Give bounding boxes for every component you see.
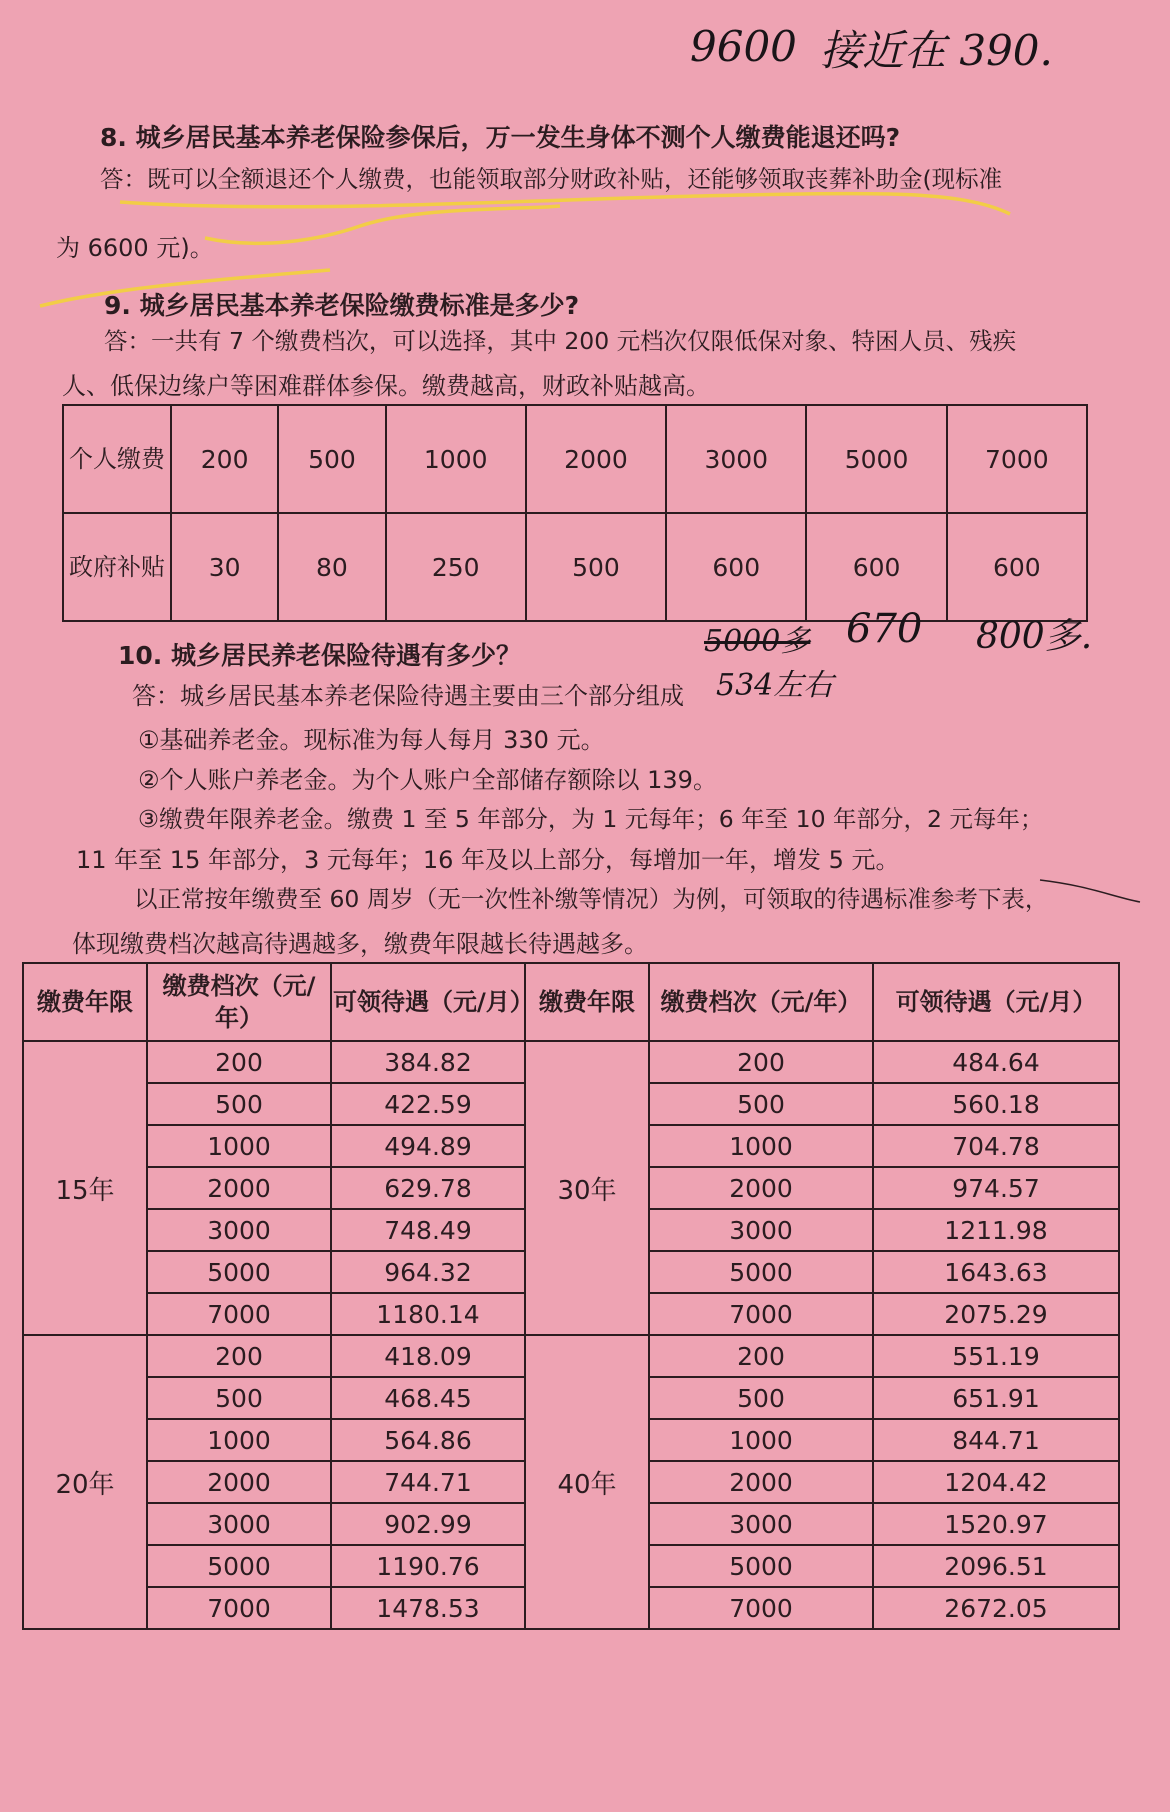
handwritten-note-800: 800多. <box>976 616 1093 657</box>
question-10-item-2: ②个人账户养老金。为个人账户全部储存额除以 139。 <box>138 766 717 794</box>
tier-cell: 1000 <box>649 1125 873 1167</box>
benefit-cell: 1204.42 <box>873 1461 1119 1503</box>
benefit-cell: 974.57 <box>873 1167 1119 1209</box>
benefit-cell: 384.82 <box>331 1041 525 1083</box>
table-cell: 2000 <box>526 405 666 513</box>
handwritten-note-close-to: 接近在 390. <box>820 26 1053 75</box>
tier-cell: 200 <box>649 1335 873 1377</box>
header-years-left: 缴费年限 <box>23 963 147 1041</box>
question-10-answer-intro: 答：城乡居民基本养老保险待遇主要由三个部分组成 <box>132 682 684 710</box>
benefit-cell: 1478.53 <box>331 1587 525 1629</box>
tier-cell: 5000 <box>147 1251 331 1293</box>
table-cell: 3000 <box>666 405 806 513</box>
tier-cell: 7000 <box>147 1293 331 1335</box>
benefit-cell: 964.32 <box>331 1251 525 1293</box>
benefit-cell: 2075.29 <box>873 1293 1119 1335</box>
tier-cell: 200 <box>147 1041 331 1083</box>
header-tier-right: 缴费档次（元/年） <box>649 963 873 1041</box>
tier-cell: 500 <box>147 1377 331 1419</box>
header-benefit-right: 可领待遇（元/月） <box>873 963 1119 1041</box>
table-cell: 7000 <box>947 405 1087 513</box>
table-cell: 1000 <box>386 405 526 513</box>
tier-cell: 5000 <box>147 1545 331 1587</box>
benefit-cell: 844.71 <box>873 1419 1119 1461</box>
table-cell: 5000 <box>806 405 946 513</box>
header-years-right: 缴费年限 <box>525 963 649 1041</box>
tier-cell: 200 <box>147 1335 331 1377</box>
table-cell: 250 <box>386 513 526 621</box>
benefit-cell: 629.78 <box>331 1167 525 1209</box>
benefit-cell: 1643.63 <box>873 1251 1119 1293</box>
question-10-item-3-line2: 11 年至 15 年部分，3 元每年；16 年及以上部分，每增加一年，增发 5 元。 <box>76 846 900 874</box>
handwritten-note-534: 534左右 <box>716 668 834 703</box>
benefit-cell: 418.09 <box>331 1335 525 1377</box>
tier-cell: 200 <box>649 1041 873 1083</box>
years-cell-left: 15年 <box>23 1041 147 1335</box>
years-cell-right: 40年 <box>525 1335 649 1629</box>
benefit-cell: 1211.98 <box>873 1209 1119 1251</box>
tier-cell: 2000 <box>147 1167 331 1209</box>
header-benefit-left: 可领待遇（元/月） <box>331 963 525 1041</box>
benefit-cell: 1190.76 <box>331 1545 525 1587</box>
benefit-cell: 484.64 <box>873 1041 1119 1083</box>
tier-cell: 1000 <box>649 1419 873 1461</box>
tier-cell: 2000 <box>649 1461 873 1503</box>
question-10-item-1: ①基础养老金。现标准为每人每月 330 元。 <box>138 726 605 754</box>
benefit-cell: 422.59 <box>331 1083 525 1125</box>
benefit-cell: 748.49 <box>331 1209 525 1251</box>
question-10-example-line2: 体现缴费档次越高待遇越多，缴费年限越长待遇越多。 <box>72 930 648 958</box>
benefit-cell: 1520.97 <box>873 1503 1119 1545</box>
question-9-answer-line2: 人、低保边缘户等困难群体参保。缴费越高，财政补贴越高。 <box>62 372 710 400</box>
handwritten-note-670: 670 <box>846 606 923 652</box>
question-10-example-line1: 以正常按年缴费至 60 周岁（无一次性补缴等情况）为例，可领取的待遇标准参考下表， <box>134 885 1049 913</box>
question-8-answer-line2: 为 6600 元)。 <box>56 234 214 262</box>
tier-cell: 1000 <box>147 1125 331 1167</box>
tier-cell: 7000 <box>649 1587 873 1629</box>
benefit-cell: 1180.14 <box>331 1293 525 1335</box>
question-9-title: 9. 城乡居民基本养老保险缴费标准是多少? <box>104 291 580 320</box>
tier-cell: 3000 <box>147 1503 331 1545</box>
benefit-cell: 560.18 <box>873 1083 1119 1125</box>
question-8-answer-line1: 答：既可以全额退还个人缴费，也能领取部分财政补贴，还能够领取丧葬补助金(现标准 <box>100 165 1003 193</box>
table-cell: 80 <box>278 513 385 621</box>
tier-cell: 2000 <box>147 1461 331 1503</box>
table-cell: 200 <box>171 405 278 513</box>
tier-cell: 2000 <box>649 1167 873 1209</box>
question-9-answer-line1: 答：一共有 7 个缴费档次，可以选择，其中 200 元档次仅限低保对象、特困人员、残疾 <box>104 327 1017 355</box>
benefit-cell: 494.89 <box>331 1125 525 1167</box>
table-cell: 600 <box>666 513 806 621</box>
table-cell: 500 <box>526 513 666 621</box>
row-label-subsidy: 政府补贴 <box>63 513 171 621</box>
tier-cell: 5000 <box>649 1251 873 1293</box>
tier-cell: 1000 <box>147 1419 331 1461</box>
benefit-cell: 2672.05 <box>873 1587 1119 1629</box>
question-10-item-3-line1: ③缴费年限养老金。缴费 1 至 5 年部分，为 1 元每年；6 年至 10 年部分，2 元每年； <box>138 805 1044 833</box>
handwritten-note-struck: 5000多 <box>704 624 811 659</box>
benefit-cell: 651.91 <box>873 1377 1119 1419</box>
years-cell-left: 20年 <box>23 1335 147 1629</box>
tier-cell: 3000 <box>649 1503 873 1545</box>
question-8-title: 8. 城乡居民基本养老保险参保后，万一发生身体不测个人缴费能退还吗? <box>100 123 901 152</box>
row-label-personal: 个人缴费 <box>63 405 171 513</box>
tier-cell: 5000 <box>649 1545 873 1587</box>
tier-cell: 500 <box>649 1083 873 1125</box>
tier-cell: 500 <box>649 1377 873 1419</box>
tier-cell: 7000 <box>649 1293 873 1335</box>
tier-cell: 500 <box>147 1083 331 1125</box>
benefit-cell: 704.78 <box>873 1125 1119 1167</box>
benefit-cell: 2096.51 <box>873 1545 1119 1587</box>
table-cell: 30 <box>171 513 278 621</box>
header-tier-left: 缴费档次（元/年） <box>147 963 331 1041</box>
tier-cell: 3000 <box>147 1209 331 1251</box>
benefit-cell: 744.71 <box>331 1461 525 1503</box>
table-cell: 600 <box>806 513 946 621</box>
benefit-cell: 902.99 <box>331 1503 525 1545</box>
handwritten-note-9600: 9600 <box>690 22 797 71</box>
question-10-title: 10. 城乡居民养老保险待遇有多少？ <box>118 641 521 670</box>
benefit-cell: 468.45 <box>331 1377 525 1419</box>
table-cell: 600 <box>947 513 1087 621</box>
years-cell-right: 30年 <box>525 1041 649 1335</box>
benefit-cell: 564.86 <box>331 1419 525 1461</box>
table-cell: 500 <box>278 405 385 513</box>
tier-cell: 3000 <box>649 1209 873 1251</box>
tier-cell: 7000 <box>147 1587 331 1629</box>
benefit-cell: 551.19 <box>873 1335 1119 1377</box>
